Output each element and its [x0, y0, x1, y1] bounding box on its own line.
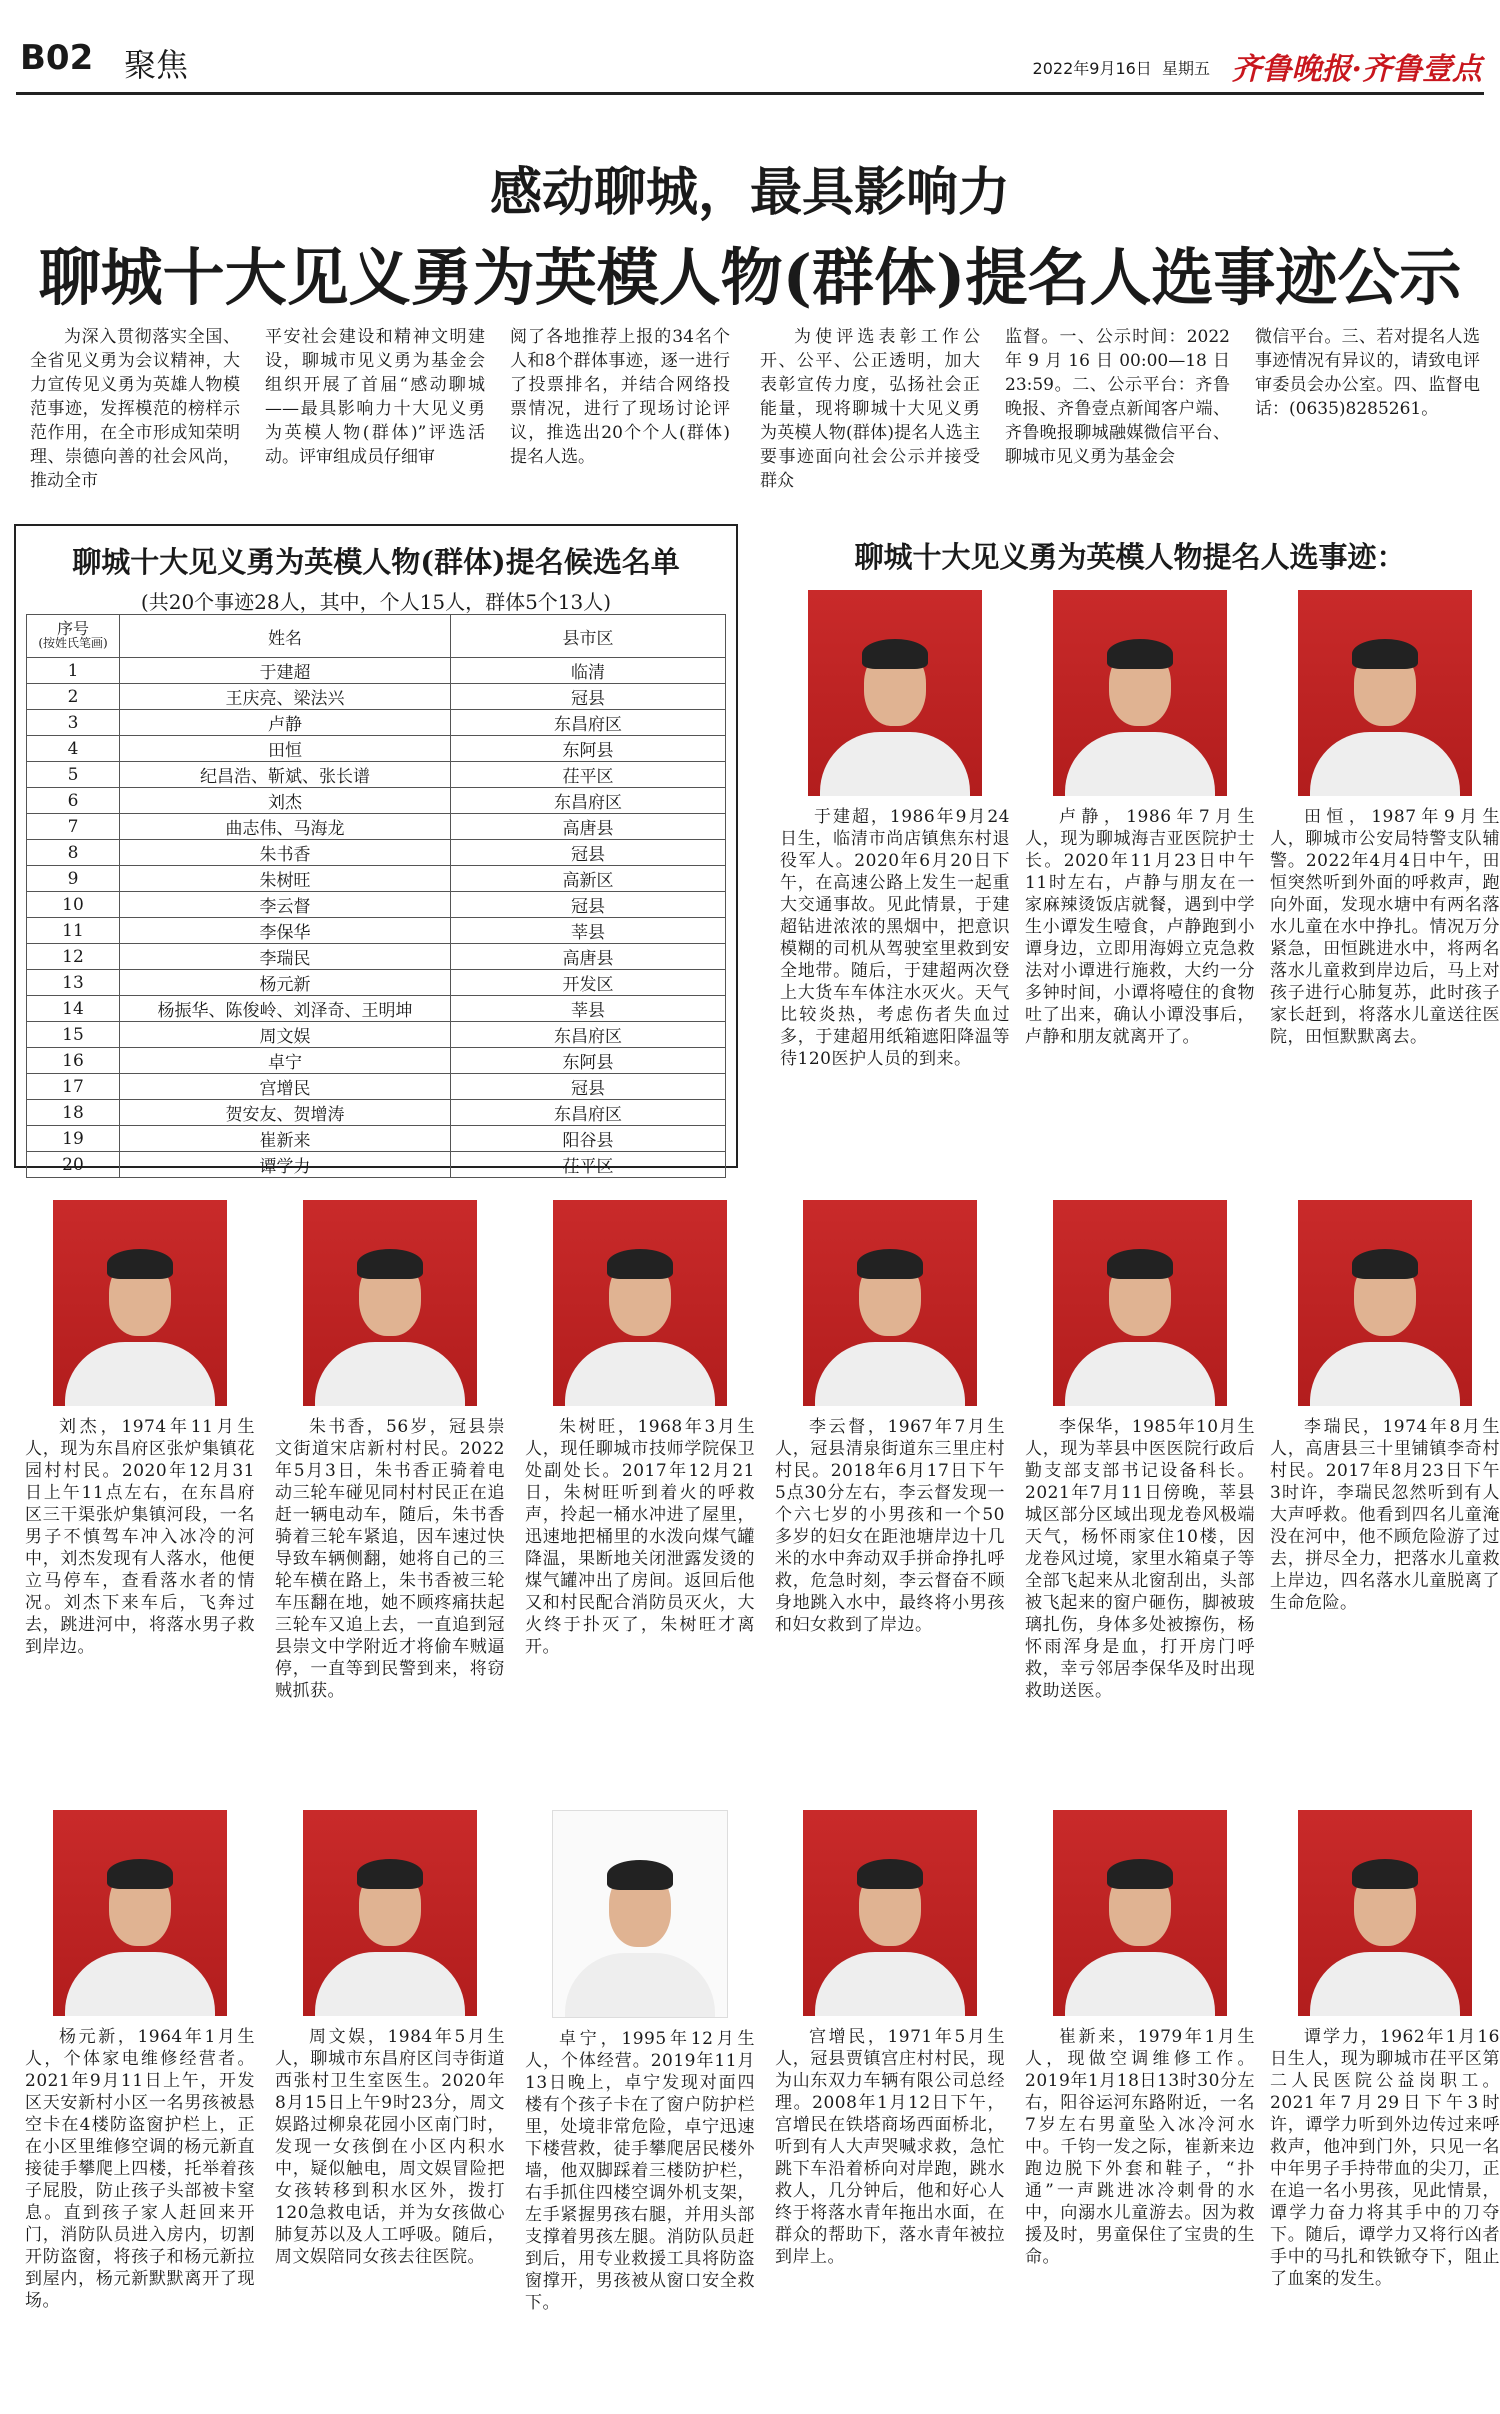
person-card	[775, 1200, 1005, 1636]
cell-name: 宫增民	[120, 1074, 451, 1100]
candidate-list-title: 聊城十大见义勇为英模人物(群体)提名候选名单	[72, 545, 680, 579]
table-header-row	[27, 615, 726, 658]
person-bio: 田恒，1987年9月生人，聊城市公安局特警支队辅警。2022年4月4日中午，田恒突然听到外面的呼救声，跑向外面，发现水塘中有两名落水儿童在水中挣扎。情况万分紧急，田恒跳进水中，将两名落水儿童救到岸边后，马上对孩子进行心肺复苏，此时孩子家长赶到，将落水儿童送往医院，田恒默默离去。	[1270, 807, 1500, 1047]
portrait-body	[565, 1953, 715, 2017]
portrait-hair	[1107, 639, 1173, 669]
person-bio: 于建超，1986年9月24日生，临清市尚店镇焦东村退役军人。2020年6月20日下午，在高速公路上发生一起重大交通事故。见此情景，于建超钻进浓浓的黑烟中，把意识模糊的司机从驾驶室里救到安全地带。随后，于建超两次登上大货车车体注水灭火。天气比较炎热，考虑伤者失血过多，于建超用纸箱遮阳降温等待120医护人员的到来。	[780, 807, 1010, 1069]
issue-date	[1033, 56, 1210, 79]
person-card	[275, 1200, 505, 1702]
portrait-body	[565, 1342, 715, 1406]
portrait-photo	[1053, 1810, 1227, 2016]
headline-line2: 聊城十大见义勇为英模人物(群体)提名人选事迹公示	[38, 241, 1462, 314]
cell-seq: 7	[27, 814, 120, 840]
table-row	[27, 918, 726, 944]
cell-area: 东昌府区	[451, 1100, 726, 1126]
cell-name: 卓宁	[120, 1048, 451, 1074]
person-card	[1025, 1200, 1255, 1702]
portrait-hair	[107, 1249, 173, 1279]
cell-seq: 5	[27, 762, 120, 788]
cell-name: 杨振华、陈俊岭、刘泽奇、王明坤	[120, 996, 451, 1022]
portrait-photo	[1298, 1200, 1472, 1406]
cell-name: 李云督	[120, 892, 451, 918]
cell-area: 东昌府区	[451, 1022, 726, 1048]
intro-col-1: 为深入贯彻落实全国、全省见义勇为会议精神，大力宣传见义勇为英雄人物模范事迹，发挥模范的榜样示范作用，在全市形成知荣明理、崇德向善的社会风尚，推动全市	[30, 327, 240, 491]
portrait-photo	[1298, 1810, 1472, 2016]
cell-seq: 12	[27, 944, 120, 970]
portrait-photo	[1298, 590, 1472, 796]
cell-seq: 1	[27, 658, 120, 684]
portrait-hair	[607, 1860, 673, 1890]
portrait-hair	[1107, 1859, 1173, 1889]
portrait-hair	[1352, 639, 1418, 669]
table-row	[27, 970, 726, 996]
person-card	[780, 590, 1010, 1070]
cell-seq: 13	[27, 970, 120, 996]
cell-seq: 19	[27, 1126, 120, 1152]
portrait-photo	[1053, 1200, 1227, 1406]
cell-name: 谭学力	[120, 1152, 451, 1178]
cell-name: 李保华	[120, 918, 451, 944]
cell-area: 阳谷县	[451, 1126, 726, 1152]
person-bio: 崔新来，1979年1月生人，现做空调维修工作。2019年1月18日13时30分左右，阳谷运河东路附近，一名7岁左右男童坠入冰冷河水中。千钧一发之际，崔新来边跑边脱下外套和鞋子，“扑通”一声跳进冰冷刺骨的水中，向溺水儿童游去。因为救援及时，男童保住了宝贵的生命。	[1025, 2027, 1255, 2267]
intro-col-3: 阅了各地推荐上报的34名个人和8个群体事迹，逐一进行了投票排名，并结合网络投票情况，进行了现场讨论评议，推选出20个个人(群体)提名人选。	[510, 327, 730, 467]
cell-seq: 8	[27, 840, 120, 866]
cell-name: 刘杰	[120, 788, 451, 814]
portrait-hair	[357, 1859, 423, 1889]
portrait-hair	[607, 1249, 673, 1279]
table-row	[27, 1100, 726, 1126]
cell-name: 于建超	[120, 658, 451, 684]
candidate-table	[26, 614, 726, 1178]
portrait-body	[65, 1952, 215, 2016]
intro-col-2: 平安社会建设和精神文明建设，聊城市见义勇为基金会组织开展了首届“感动聊城——最具影响力十大见义勇为英模人物(群体)”评选活动。评审组成员仔细审	[265, 327, 485, 467]
cell-seq: 11	[27, 918, 120, 944]
portrait-photo	[803, 1810, 977, 2016]
table-row	[27, 892, 726, 918]
person-bio: 宫增民，1971年5月生人，冠县贾镇宫庄村村民，现为山东双力车辆有限公司总经理。2008年1月12日下午，宫增民在铁塔商场西面桥北，听到有人大声哭喊求救，急忙跳下车沿着桥向对岸跑，跳水救人，几分钟后，他和好心人终于将落水青年拖出水面，在群众的帮助下，落水青年被拉到岸上。	[775, 2027, 1005, 2267]
newspaper-logo: 齐鲁晚报·齐鲁壹点	[1231, 52, 1482, 87]
portrait-photo	[803, 1200, 977, 1406]
table-row	[27, 788, 726, 814]
person-bio: 李云督，1967年7月生人，冠县清泉街道东三里庄村村民。2018年6月17日下午5点30分左右，李云督发现一个六七岁的小男孩和一个50多岁的妇女在距池塘岸边十几米的水中奔动双手拼命挣扎呼救，危急时刻，李云督奋不顾身地跳入水中，最终将小男孩和妇女救到了岸边。	[775, 1417, 1005, 1635]
cell-area: 莘县	[451, 918, 726, 944]
portrait-body	[815, 1952, 965, 2016]
portrait-hair	[357, 1249, 423, 1279]
portrait-body	[1065, 1952, 1215, 2016]
intro-col-5: 监督。一、公示时间：2022年9月16日00:00—18日23:59。二、公示平台：齐鲁晚报、齐鲁壹点新闻客户端、齐鲁晚报聊城融媒微信平台、聊城市见义勇为基金会	[1005, 327, 1230, 467]
table-row	[27, 814, 726, 840]
portrait-photo	[303, 1810, 477, 2016]
cell-seq: 2	[27, 684, 120, 710]
table-row	[27, 996, 726, 1022]
page-header	[0, 0, 1500, 87]
intro-col-6: 微信平台。三、若对提名人选事迹情况有异议的，请致电评审委员会办公室。四、监督电话：(0635)8285261。	[1255, 327, 1480, 419]
portrait-photo	[53, 1200, 227, 1406]
cell-area: 东昌府区	[451, 788, 726, 814]
person-bio: 卓宁，1995年12月生人，个体经营。2019年11月13日晚上，卓宁发现对面四楼有个孩子卡在了窗户防护栏里，处境非常危险，卓宁迅速下楼营救，徒手攀爬居民楼外墙，他双脚踩着三楼防护栏，右手抓住四楼空调外机支架，左手紧握男孩右腿，并用头部支撑着男孩左腿。消防队员赶到后，用专业救援工具将防盗窗撑开，男孩被从窗口安全救下。	[525, 2029, 755, 2313]
portrait-body	[65, 1342, 215, 1406]
person-card	[1270, 1200, 1500, 1614]
cell-seq: 20	[27, 1152, 120, 1178]
portrait-hair	[1107, 1249, 1173, 1279]
person-card	[775, 1810, 1005, 2268]
table-row	[27, 1022, 726, 1048]
cell-seq: 16	[27, 1048, 120, 1074]
table-row	[27, 1126, 726, 1152]
table-row	[27, 1152, 726, 1178]
portrait-hair	[107, 1859, 173, 1889]
cell-area: 东阿县	[451, 1048, 726, 1074]
cell-name: 朱书香	[120, 840, 451, 866]
portrait-body	[1065, 732, 1215, 796]
person-bio: 周文娱，1984年5月生人，聊城市东昌府区闫寺街道西张村卫生室医生。2020年8月15日上午9时23分，周文娱路过柳泉花园小区南门时，发现一女孩倒在小区内积水中，疑似触电，周文娱冒险把女孩转移到积水区外，拨打120急救电话，并为女孩做心肺复苏以及人工呼吸。随后，周文娱陪同女孩去往医院。	[275, 2027, 505, 2267]
portrait-photo	[552, 1810, 728, 2018]
person-card	[1025, 590, 1255, 1048]
portrait-body	[315, 1952, 465, 2016]
cell-seq: 6	[27, 788, 120, 814]
portrait-hair	[1352, 1859, 1418, 1889]
cell-name: 曲志伟、马海龙	[120, 814, 451, 840]
person-card	[525, 1200, 755, 1658]
portrait-photo	[808, 590, 982, 796]
table-row	[27, 840, 726, 866]
person-bio: 卢静，1986年7月生人，现为聊城海吉亚医院护士长。2020年11月23日中午11时左右，卢静与朋友在一家麻辣烫饭店就餐，遇到中学生小谭发生噎食，卢静跑到小谭身边，立即用海姆立克急救法对小谭进行施救，大约一分多钟时间，小谭将噎住的食物吐了出来，确认小谭没事后，卢静和朋友就离开了。	[1025, 807, 1255, 1047]
cell-area: 临清	[451, 658, 726, 684]
table-row	[27, 944, 726, 970]
header-divider	[16, 92, 1484, 95]
col-seq-header: 序号 (按姓氏笔画)	[27, 615, 120, 658]
col-name-header: 姓名	[120, 615, 451, 658]
cell-area: 高唐县	[451, 814, 726, 840]
candidate-list-box	[14, 524, 738, 1177]
table-row	[27, 866, 726, 892]
cell-seq: 15	[27, 1022, 120, 1048]
portrait-photo	[303, 1200, 477, 1406]
person-card	[1270, 1810, 1500, 2290]
portrait-hair	[857, 1249, 923, 1279]
cell-area: 高新区	[451, 866, 726, 892]
cell-name: 卢静	[120, 710, 451, 736]
person-card	[525, 1810, 755, 2314]
portrait-hair	[1352, 1249, 1418, 1279]
cell-area: 冠县	[451, 892, 726, 918]
cell-area: 冠县	[451, 684, 726, 710]
person-bio: 谭学力，1962年1月16日生人，现为聊城市茌平区第二人民医院公益岗职工。2021年7月29日下午3时许，谭学力听到外边传过来呼救声，他冲到门外，只见一名中年男子手持带血的尖刀，正在追一名小男孩，见此情景，谭学力奋力将其手中的刀夺下。随后，谭学力又将行凶者手中的马扎和铁锨夺下，阻止了血案的发生。	[1270, 2027, 1500, 2289]
portrait-photo	[553, 1200, 727, 1406]
person-card	[25, 1200, 255, 1658]
table-row	[27, 684, 726, 710]
weekday-text: 星期五	[1161, 59, 1210, 78]
cell-seq: 10	[27, 892, 120, 918]
table-row	[27, 762, 726, 788]
cell-name: 崔新来	[120, 1126, 451, 1152]
cell-seq: 18	[27, 1100, 120, 1126]
portrait-body	[1310, 732, 1460, 796]
portrait-body	[815, 1342, 965, 1406]
cell-name: 杨元新	[120, 970, 451, 996]
portrait-body	[1310, 1342, 1460, 1406]
cell-name: 王庆亮、梁法兴	[120, 684, 451, 710]
cell-name: 朱树旺	[120, 866, 451, 892]
deeds-title: 聊城十大见义勇为英模人物提名人选事迹：	[854, 540, 1406, 574]
person-bio: 刘杰，1974年11月生人，现为东昌府区张炉集镇花园村村民。2020年12月31日上午11点左右，在东昌府区三干渠张炉集镇河段，一名男子不慎驾车冲入冰冷的河中，刘杰发现有人落水，他便立马停车，查看落水者的情况。刘杰下来车后，飞奔过去，跳进河中，将落水男子救到岸边。	[25, 1417, 255, 1657]
person-card	[25, 1810, 255, 2312]
person-card	[275, 1810, 505, 2268]
person-bio: 李保华，1985年10月生人，现为莘县中医医院行政后勤支部支部书记设备科长。2021年7月11日傍晚，莘县城区部分区域出现龙卷风极端天气，杨怀雨家住10楼，因龙卷风过境，家里水箱桌子等全部飞起来从北窗刮出，头部被飞起来的窗户砸伤，脚被玻璃扎伤，身体多处被擦伤，杨怀雨浑身是血，打开房门呼救，幸亏邻居李保华及时出现救助送医。	[1025, 1417, 1255, 1701]
cell-seq: 4	[27, 736, 120, 762]
section-name: 聚焦	[124, 46, 189, 84]
cell-area: 东昌府区	[451, 710, 726, 736]
portrait-hair	[862, 639, 928, 669]
cell-seq: 17	[27, 1074, 120, 1100]
portrait-hair	[857, 1859, 923, 1889]
portrait-body	[1310, 1952, 1460, 2016]
page-number: B02	[20, 38, 94, 78]
cell-name: 周文娱	[120, 1022, 451, 1048]
person-card	[1270, 590, 1500, 1048]
cell-name: 李瑞民	[120, 944, 451, 970]
candidate-list-subtitle: (共20个事迹28人，其中，个人15人，群体5个13人)	[140, 590, 612, 614]
cell-name: 田恒	[120, 736, 451, 762]
table-row	[27, 736, 726, 762]
headline-line1: 感动聊城，最具影响力	[489, 162, 1010, 223]
cell-area: 东阿县	[451, 736, 726, 762]
portrait-body	[315, 1342, 465, 1406]
table-row	[27, 658, 726, 684]
cell-name: 贺安友、贺增涛	[120, 1100, 451, 1126]
cell-area: 茌平区	[451, 1152, 726, 1178]
person-bio: 朱树旺，1968年3月生人，现任聊城市技师学院保卫处副处长。2017年12月21日，朱树旺听到着火的呼救声，拎起一桶水冲进了屋里，迅速地把桶里的水泼向煤气罐降温，果断地关闭泄露发烫的煤气罐冲出了房间。返回后他又和村民配合消防员灭火，大火终于扑灭了，朱树旺才离开。	[525, 1417, 755, 1657]
cell-area: 冠县	[451, 1074, 726, 1100]
cell-seq: 9	[27, 866, 120, 892]
col-area-header: 县市区	[451, 615, 726, 658]
person-bio: 李瑞民，1974年8月生人，高唐县三十里铺镇李奇村村民。2017年8月23日下午3时许，李瑞民忽然听到有人大声呼救。他看到四名儿童淹没在河中，他不顾危险游了过去，拼尽全力，把落水儿童救上岸边，四名落水儿童脱离了生命危险。	[1270, 1417, 1500, 1613]
portrait-photo	[1053, 590, 1227, 796]
cell-area: 茌平区	[451, 762, 726, 788]
person-card	[1025, 1810, 1255, 2268]
person-bio: 朱书香，56岁，冠县崇文街道宋店新村村民。2022年5月3日，朱书香正骑着电动三轮车碰见同村村民正在追赶一辆电动车，随后，朱书香骑着三轮车紧追，因车速过快导致车辆侧翻，她将自己的三轮车横在路上，朱书香被三轮车压翻在地，她不顾疼痛扶起三轮车又追上去，一直追到冠县崇文中学附近才将偷车贼逼停，一直等到民警到来，将窃贼抓获。	[275, 1417, 505, 1701]
intro-col-4: 为使评选表彰工作公开、公平、公正透明，加大表彰宣传力度，弘扬社会正能量，现将聊城十大见义勇为英模人物(群体)提名人选主要事迹面向社会公示并接受群众	[760, 327, 980, 491]
table-row	[27, 1074, 726, 1100]
cell-area: 冠县	[451, 840, 726, 866]
cell-name: 纪昌浩、靳斌、张长谱	[120, 762, 451, 788]
date-text: 2022年9月16日	[1032, 59, 1152, 78]
person-bio: 杨元新，1964年1月生人，个体家电维修经营者。2021年9月11日上午，开发区天安新村小区一名男孩被悬空卡在4楼防盗窗护栏上，正在小区里维修空调的杨元新直接徒手攀爬上四楼，托举着孩子屁股，防止孩子头部被卡窒息。直到孩子家人赶回来开门，消防队员进入房内，切割开防盗窗，将孩子和杨元新拉到屋内，杨元新默默离开了现场。	[25, 2027, 255, 2311]
cell-area: 莘县	[451, 996, 726, 1022]
portrait-photo	[53, 1810, 227, 2016]
table-row	[27, 710, 726, 736]
cell-area: 高唐县	[451, 944, 726, 970]
cell-area: 开发区	[451, 970, 726, 996]
table-row	[27, 1048, 726, 1074]
cell-seq: 14	[27, 996, 120, 1022]
portrait-body	[1065, 1342, 1215, 1406]
cell-seq: 3	[27, 710, 120, 736]
portrait-body	[820, 732, 970, 796]
